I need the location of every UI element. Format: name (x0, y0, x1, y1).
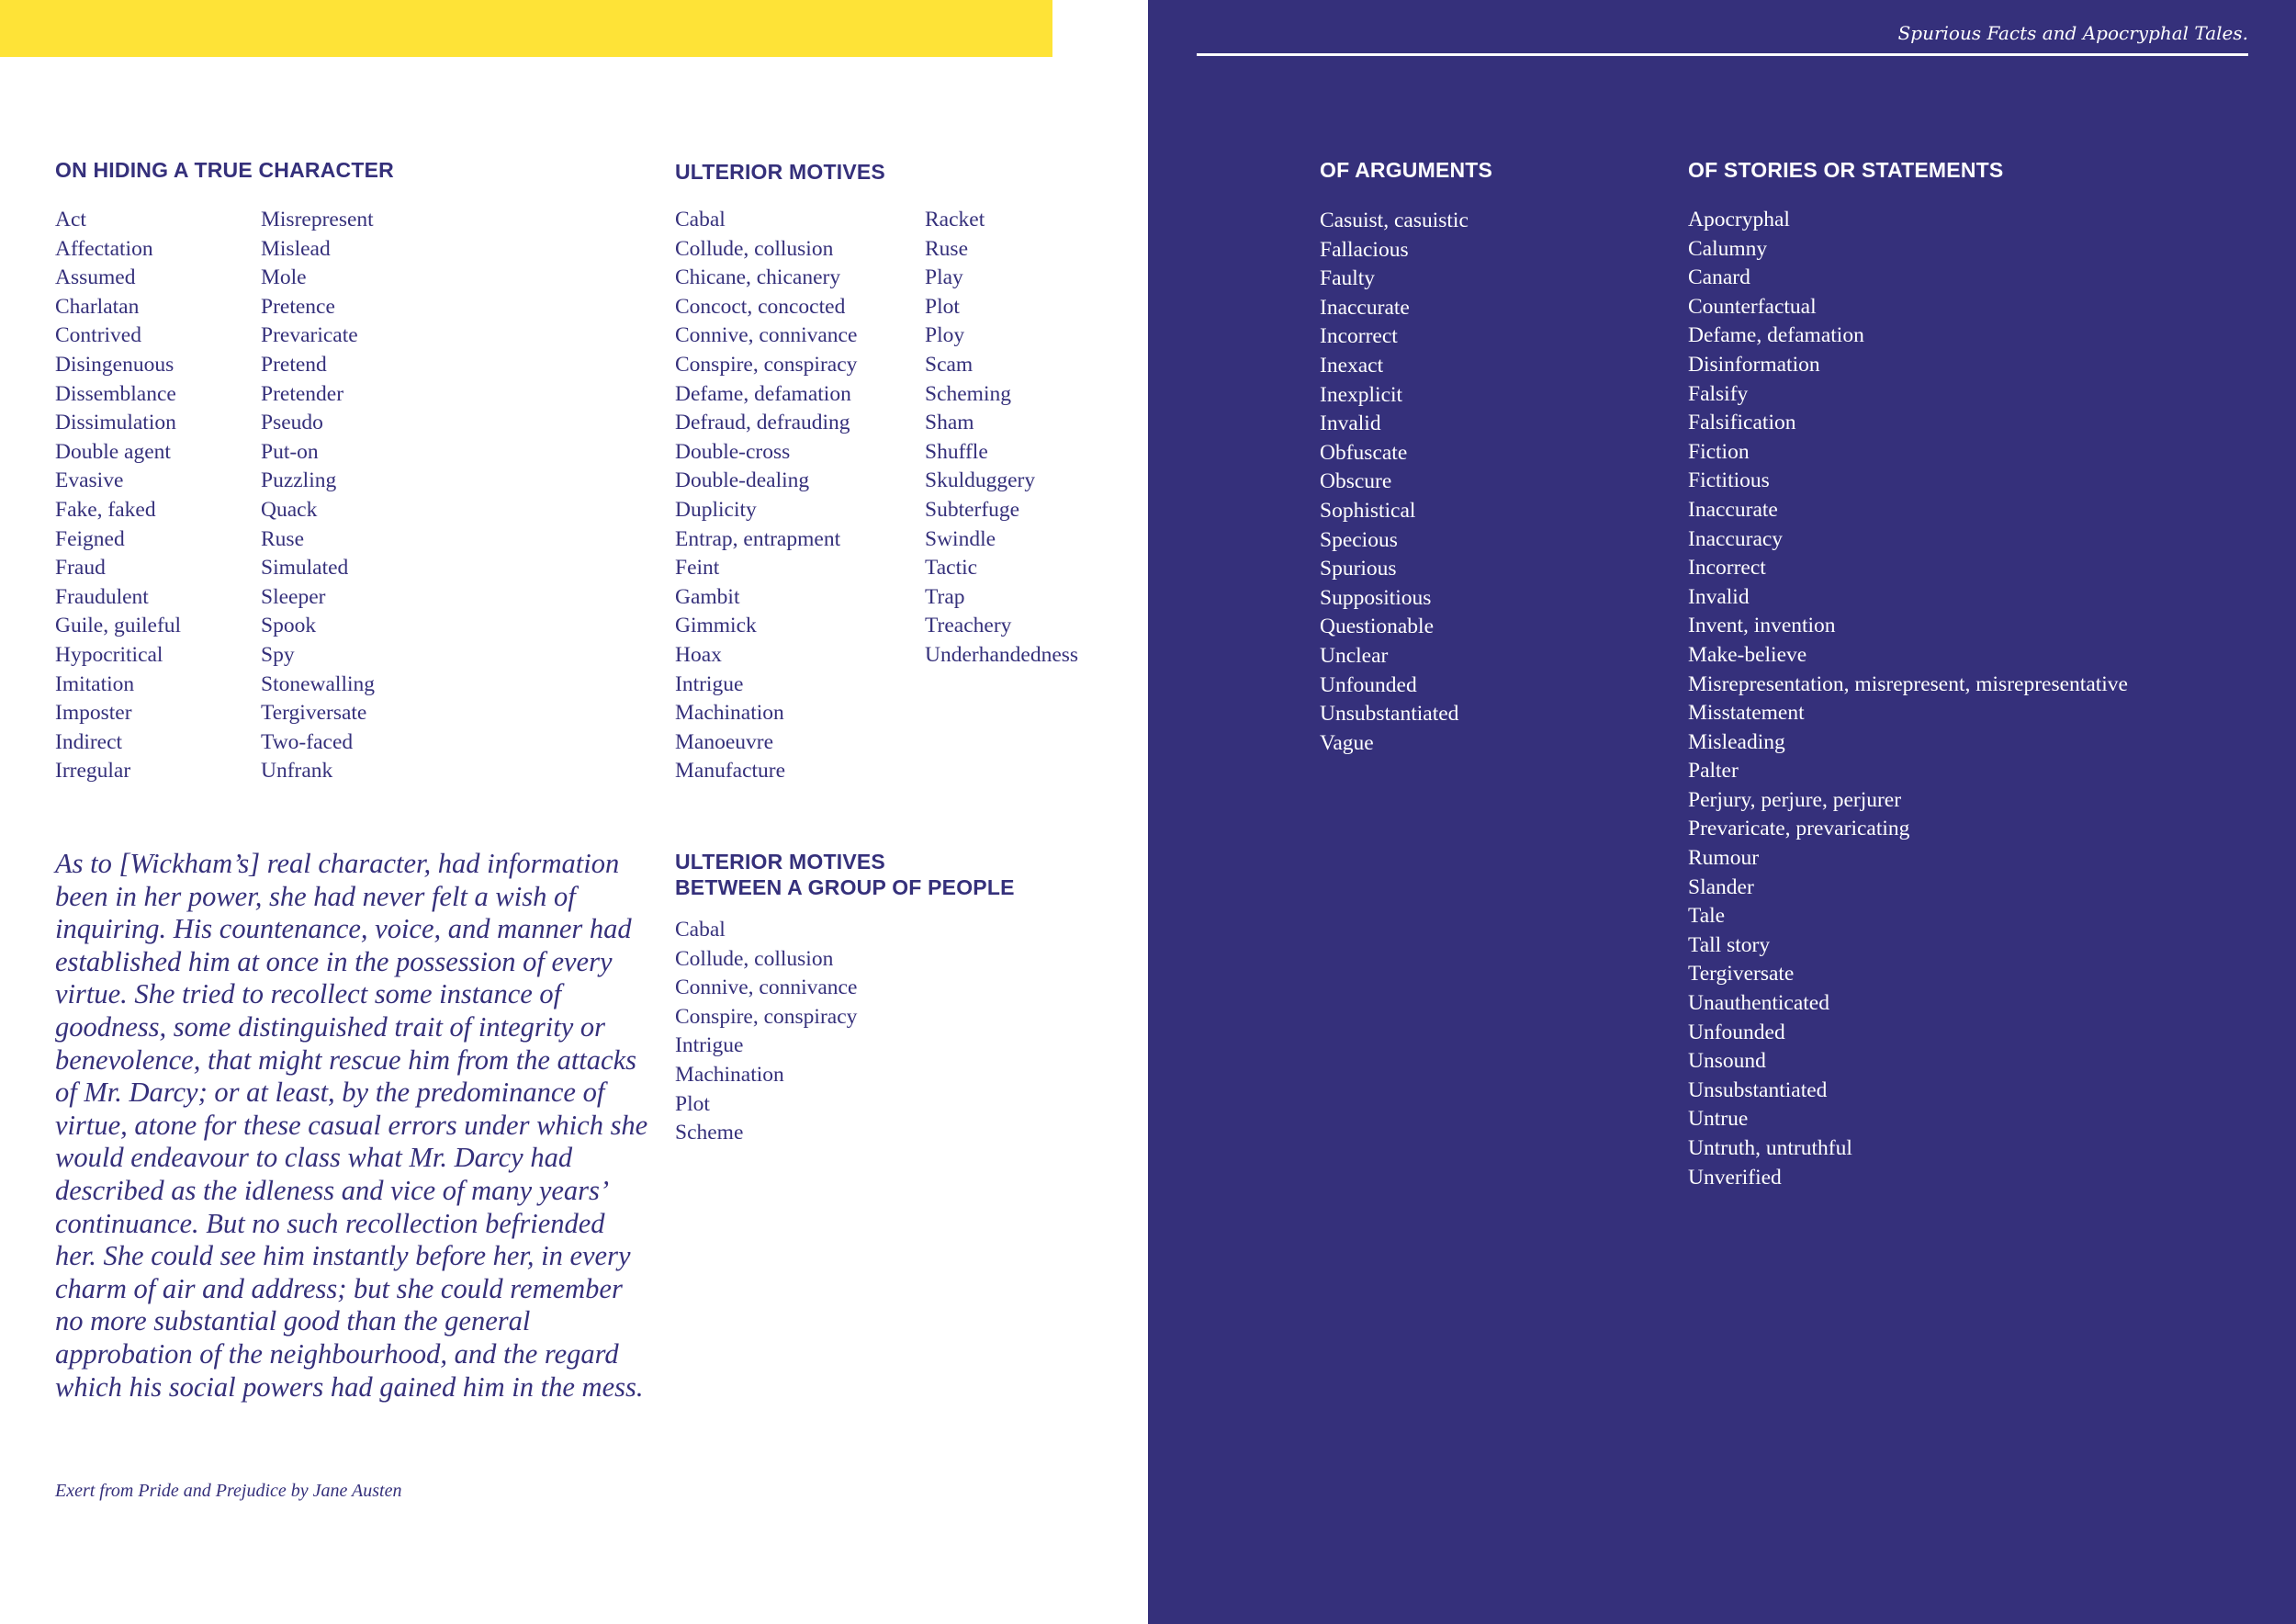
word-list-arguments (1320, 207, 1469, 758)
list-item: Tale (1688, 904, 1726, 929)
list-item: Inaccurate (1688, 497, 1778, 522)
list-item: Skulduggery (925, 468, 1036, 493)
list-item: Quack (261, 497, 318, 522)
list-item: Subterfuge (925, 497, 1020, 522)
list-item: Counterfactual (1688, 294, 1817, 319)
list-item: Underhandedness (925, 642, 1079, 667)
list-item: Misrepresent (261, 208, 374, 231)
list-item: Scam (925, 352, 974, 377)
group-heading-line-2: BETWEEN A GROUP OF PEOPLE (675, 875, 1015, 899)
list-item: Prevaricate, prevaricating (1688, 817, 1910, 841)
list-item: Ruse (925, 236, 968, 261)
list-item: Stonewalling (261, 671, 376, 696)
list-item: Machination (675, 1062, 784, 1087)
list-item: Spy (261, 642, 295, 667)
list-item: Scheming (925, 381, 1011, 406)
list-item: Canard (1688, 265, 1750, 290)
group-heading-line-1: ULTERIOR MOTIVES (675, 850, 885, 874)
list-item: Intrigue (675, 1033, 744, 1058)
list-item: Treachery (925, 614, 1012, 638)
list-item: Shuffle (925, 439, 988, 464)
list-item: Double-dealing (675, 468, 810, 493)
list-item: Unfounded (1320, 672, 1417, 697)
list-item: Calumny (1688, 236, 1768, 261)
list-item: Play (925, 265, 963, 290)
list-item: Misstatement (1688, 701, 1805, 726)
list-item: Sleeper (261, 584, 326, 609)
list-item: Affectation (55, 236, 153, 261)
list-item: Casuist, casuistic (1320, 209, 1469, 232)
list-item: Tergiversate (1688, 962, 1795, 987)
list-item: Feigned (55, 526, 125, 551)
list-item: Rumour (1688, 846, 1760, 871)
list-item: Mole (261, 265, 307, 290)
word-list-ulterior-motives-col2 (925, 206, 1078, 671)
list-item: Concoct, concocted (675, 294, 846, 319)
list-item: Invent, invention (1688, 614, 1836, 638)
list-item: Intrigue (675, 671, 744, 696)
list-item: Sophistical (1320, 498, 1416, 523)
list-item: Pretend (261, 352, 327, 377)
list-item: Inexact (1320, 353, 1384, 378)
list-item: Hoax (675, 642, 722, 667)
list-item: Manufacture (675, 759, 786, 784)
list-item: Ploy (925, 323, 965, 348)
list-item: Mislead (261, 236, 331, 261)
list-item: Feint (675, 556, 720, 581)
list-item: Puzzling (261, 468, 337, 493)
list-item: Fake, faked (55, 497, 156, 522)
list-item: Dissimulation (55, 411, 176, 435)
list-item: Imposter (55, 701, 132, 726)
list-item: Charlatan (55, 294, 140, 319)
section-heading-hiding-character: ON HIDING A TRUE CHARACTER (55, 158, 394, 182)
list-item: Cabal (675, 208, 726, 231)
list-item: Defame, defamation (1688, 323, 1864, 348)
list-item: Collude, collusion (675, 946, 834, 971)
list-item: Inaccuracy (1688, 526, 1784, 551)
list-item: Palter (1688, 759, 1739, 784)
list-item: Spook (261, 614, 317, 638)
list-item: Fraud (55, 556, 106, 581)
list-item: Unclear (1320, 643, 1389, 668)
word-list-stories (1688, 206, 2128, 1192)
list-item: Make-believe (1688, 642, 1807, 667)
list-item: Unsubstantiated (1688, 1077, 1828, 1102)
word-list-hiding-character-col1 (55, 206, 181, 786)
section-heading-stories: OF STORIES OR STATEMENTS (1688, 158, 2004, 182)
list-item: Incorrect (1320, 324, 1398, 349)
list-item: Contrived (55, 323, 141, 348)
list-item: Double agent (55, 439, 171, 464)
list-item: Unfounded (1688, 1020, 1785, 1044)
list-item: Two-faced (261, 729, 354, 754)
list-item: Faulty (1320, 266, 1376, 291)
list-item: Questionable (1320, 615, 1434, 639)
yellow-header-bar (0, 0, 1052, 57)
list-item: Connive, connivance (675, 976, 858, 1000)
list-item: Incorrect (1688, 556, 1766, 581)
word-list-hiding-character-col2 (261, 206, 375, 786)
list-item: Entrap, entrapment (675, 526, 841, 551)
list-item: Evasive (55, 468, 124, 493)
list-item: Disinformation (1688, 352, 1820, 377)
list-item: Trap (925, 584, 965, 609)
list-item: Scheme (675, 1121, 744, 1145)
list-item: Untrue (1688, 1107, 1749, 1132)
list-item: Unsubstantiated (1320, 702, 1459, 727)
list-item: Unfrank (261, 759, 333, 784)
list-item: Apocryphal (1688, 208, 1790, 231)
list-item: Simulated (261, 556, 349, 581)
list-item: Tall story (1688, 932, 1771, 957)
list-item: Perjury, perjure, perjurer (1688, 787, 1902, 812)
list-item: Swindle (925, 526, 996, 551)
pride-and-prejudice-quote: As to [Wickham’s] real character, had information been in her power, she had never felt a wish of inquiring. His countenance, voice, and manner had established him at once in the possession of every virtue. She tried to recollect some instance of goodness, some distinguished trait of integrity or benevolence, that might rescue him from the attacks of Mr. Darcy; or at least, by the predominance of virtue, atone for these casual errors under which she would endeavour to class what Mr. Darcy had described as the idleness and vice of many years’ continuance. But no such recollection befriended her. She could see him instantly before her, in every charm of air and address; but she could remember no more substantial good than the general approbation of the neighbourhood, and the regard which his social powers had gained him in the mess. (55, 848, 648, 1403)
list-item: Assumed (55, 265, 136, 290)
list-item: Double-cross (675, 439, 791, 464)
list-item: Obfuscate (1320, 440, 1408, 465)
word-list-ulterior-motives-col1 (675, 206, 857, 786)
list-item: Unauthenticated (1688, 991, 1829, 1016)
list-item: Manoeuvre (675, 729, 774, 754)
list-item: Ruse (261, 526, 304, 551)
list-item: Guile, guileful (55, 614, 182, 638)
list-item: Conspire, conspiracy (675, 1004, 858, 1029)
list-item: Misrepresentation, misrepresent, misrepresentative (1688, 671, 2128, 696)
list-item: Fraudulent (55, 584, 149, 609)
list-item: Misleading (1688, 729, 1785, 754)
section-heading-arguments: OF ARGUMENTS (1320, 158, 1493, 182)
list-item: Tergiversate (261, 701, 367, 726)
list-item: Vague (1320, 730, 1374, 755)
section-heading-ulterior-motives: ULTERIOR MOTIVES (675, 160, 885, 184)
list-item: Suppositious (1320, 585, 1432, 610)
list-item: Inexplicit (1320, 382, 1403, 407)
list-item: Spurious (1320, 557, 1397, 581)
list-item: Falsification (1688, 411, 1796, 435)
list-item: Plot (675, 1091, 710, 1116)
list-item: Fiction (1688, 439, 1750, 464)
list-item: Fallacious (1320, 237, 1409, 262)
list-item: Pretender (261, 381, 344, 406)
list-item: Put-on (261, 439, 319, 464)
quote-source: Exert from Pride and Prejudice by Jane Austen (55, 1481, 402, 1501)
list-item: Disingenuous (55, 352, 174, 377)
list-item: Imitation (55, 671, 135, 696)
list-item: Gambit (675, 584, 740, 609)
list-item: Collude, collusion (675, 236, 834, 261)
list-item: Plot (925, 294, 960, 319)
list-item: Pseudo (261, 411, 323, 435)
word-list-group-motives (675, 916, 857, 1148)
list-item: Machination (675, 701, 784, 726)
list-item: Act (55, 208, 86, 231)
list-item: Untruth, untruthful (1688, 1136, 1852, 1160)
running-title: Spurious Facts and Apocryphal Tales. (1897, 22, 2248, 44)
list-item: Racket (925, 208, 985, 231)
list-item: Slander (1688, 874, 1754, 899)
list-item: Duplicity (675, 497, 757, 522)
list-item: Conspire, conspiracy (675, 352, 858, 377)
list-item: Sham (925, 411, 974, 435)
list-item: Invalid (1688, 584, 1750, 609)
list-item: Indirect (55, 729, 123, 754)
list-item: Defame, defamation (675, 381, 851, 406)
list-item: Pretence (261, 294, 335, 319)
list-item: Connive, connivance (675, 323, 858, 348)
list-item: Defraud, defrauding (675, 411, 850, 435)
list-item: Dissemblance (55, 381, 176, 406)
section-heading-group-motives (675, 849, 1015, 900)
list-item: Gimmick (675, 614, 757, 638)
list-item: Invalid (1320, 412, 1381, 436)
list-item: Obscure (1320, 469, 1392, 494)
list-item: Inaccurate (1320, 295, 1410, 320)
list-item: Irregular (55, 759, 131, 784)
list-item: Chicane, chicanery (675, 265, 841, 290)
list-item: Hypocritical (55, 642, 163, 667)
list-item: Specious (1320, 527, 1398, 552)
list-item: Fictitious (1688, 468, 1770, 493)
list-item: Prevaricate (261, 323, 358, 348)
list-item: Tactic (925, 556, 978, 581)
list-item: Unverified (1688, 1165, 1782, 1190)
header-rule (1197, 53, 2248, 56)
list-item: Falsify (1688, 381, 1749, 406)
list-item: Unsound (1688, 1049, 1766, 1074)
list-item: Cabal (675, 918, 726, 942)
